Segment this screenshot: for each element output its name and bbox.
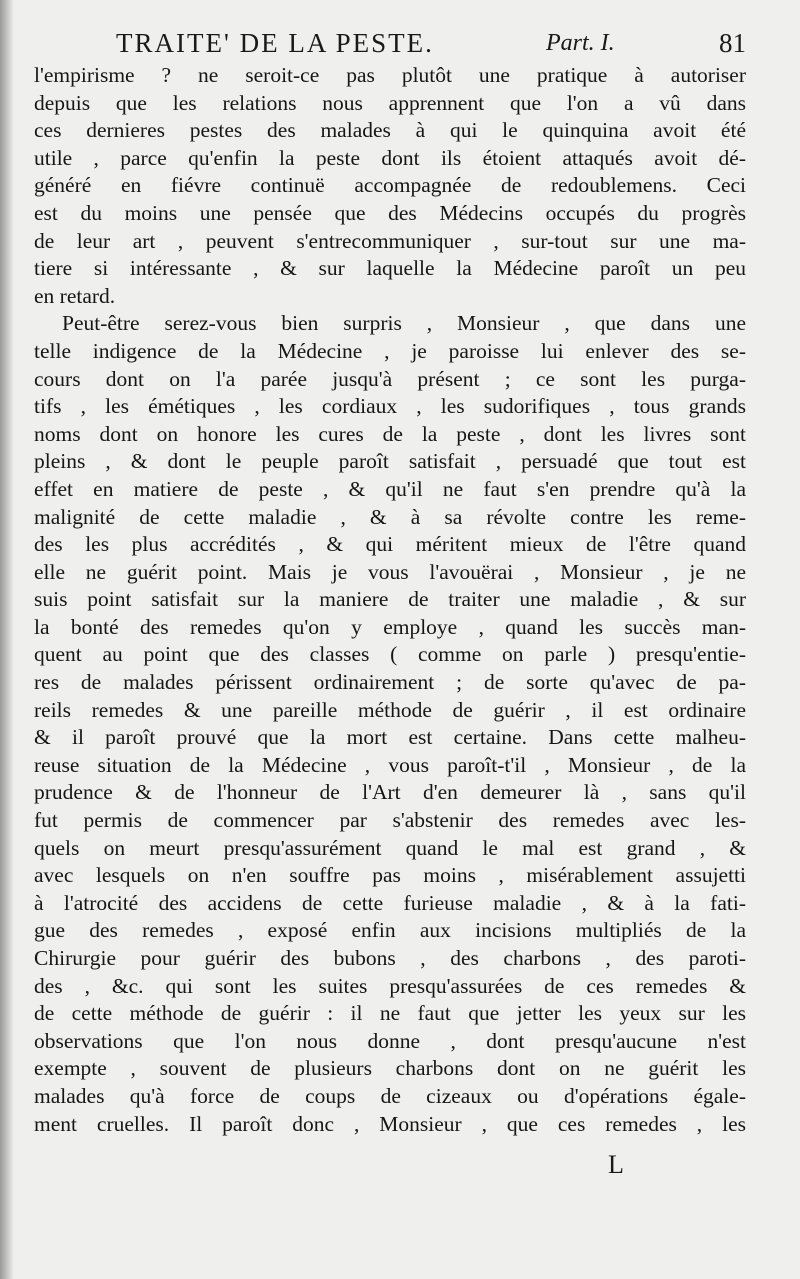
part-label: Part. I. <box>546 30 615 56</box>
text-line: Chirurgie pour guérir des bubons , des charbons , des paroti- <box>34 946 746 970</box>
text-line: des , &c. qui sont les suites presqu'assurées de ces remedes & <box>34 973 746 998</box>
text-line: avec lesquels on n'en souffre pas moins , misérablement assujetti <box>34 863 746 888</box>
text-line: pleins , & dont le peuple paroît satisfait , persuadé que tout est <box>34 449 746 474</box>
text-line: res de malades périssent ordinairement ; de sorte qu'avec de pa- <box>34 670 746 695</box>
text-line: prudence & de l'honneur de l'Art d'en demeurer là , sans qu'il <box>34 780 746 805</box>
page-number: 81 <box>719 28 746 58</box>
text-line: utile , parce qu'enfin la peste dont ils étoient attaqués avoit dé- <box>34 145 746 170</box>
text-line: suis point satisfait sur la maniere de traiter une maladie , & sur <box>34 587 746 612</box>
text-line: malades qu'à force de coups de cizeaux ou d'opérations égale- <box>34 1083 746 1108</box>
text-line: observations que l'on nous donne , dont presqu'aucune n'est <box>34 1028 746 1053</box>
running-head <box>116 28 746 62</box>
text-line: la bonté des remedes qu'on y employe , quand les succès man- <box>34 614 746 639</box>
text-line: telle indigence de la Médecine , je paroisse lui enlever des se- <box>34 338 746 363</box>
text-line: généré en fiévre continuë accompagnée de redoublemens. Ceci <box>34 173 746 198</box>
text-line: à l'atrocité des accidens de cette furieuse maladie , & à la fati- <box>34 890 746 915</box>
text-line: tiere si intéressante , & sur laquelle la Médecine paroît un peu <box>34 256 746 281</box>
text-line: ment cruelles. Il paroît donc , Monsieur , que ces remedes , les <box>34 1111 746 1136</box>
text-line: depuis que les relations nous apprennent que l'on a vû dans <box>34 90 746 115</box>
text-line: de leur art , peuvent s'entrecommuniquer , sur-tout sur une ma- <box>34 228 746 253</box>
text-line: en retard. <box>34 283 116 308</box>
text-line: elle ne guérit point. Mais je vous l'avouërai , Monsieur , je ne <box>34 559 746 584</box>
body-text <box>34 62 746 1138</box>
text-line: & il paroît prouvé que la mort est certaine. Dans cette malheu- <box>34 725 746 750</box>
signature-mark: L <box>608 1150 624 1179</box>
text-line: gue des remedes , exposé enfin aux incisions multipliés de la <box>34 918 746 943</box>
running-title: TRAITE' DE LA PESTE. <box>116 28 434 58</box>
text-line: ces dernieres pestes des malades à qui le quinquina avoit été <box>34 118 746 143</box>
text-line: est du moins une pensée que des Médecins occupés du progrès <box>34 200 746 225</box>
gutter-shadow <box>0 0 14 1279</box>
text-line: tifs , les émétiques , les cordiaux , les sudorifiques , tous grands <box>34 394 746 419</box>
text-line: cours dont on l'a parée jusqu'à présent ; ce sont les purga- <box>34 366 746 391</box>
text-line: quels on meurt presqu'assurément quand le mal est grand , & <box>34 835 746 860</box>
text-line: malignité de cette maladie , & à sa révolte contre les reme- <box>34 504 746 529</box>
text-line: fut permis de commencer par s'abstenir des remedes avec les- <box>34 808 746 833</box>
text-line: de cette méthode de guérir : il ne faut que jetter les yeux sur les <box>34 1001 746 1026</box>
text-line: des les plus accrédités , & qui méritent mieux de l'être quand <box>34 532 746 557</box>
text-line: noms dont on honore les cures de la peste , dont les livres sont <box>34 421 746 446</box>
text-line: l'empirisme ? ne seroit-ce pas plutôt une pratique à autoriser <box>34 63 746 87</box>
text-line: exempte , souvent de plusieurs charbons dont on ne guérit les <box>34 1056 746 1081</box>
text-line: reils remedes & une pareille méthode de guérir , il est ordinaire <box>34 697 746 722</box>
text-line: reuse situation de la Médecine , vous paroît-t'il , Monsieur , de la <box>34 752 746 777</box>
text-line: Peut-être serez-vous bien surpris , Monsieur , que dans une <box>62 311 746 336</box>
text-line: quent au point que des classes ( comme on parle ) presqu'entie- <box>34 642 746 667</box>
text-line: effet en matiere de peste , & qu'il ne faut s'en prendre qu'à la <box>34 476 746 501</box>
